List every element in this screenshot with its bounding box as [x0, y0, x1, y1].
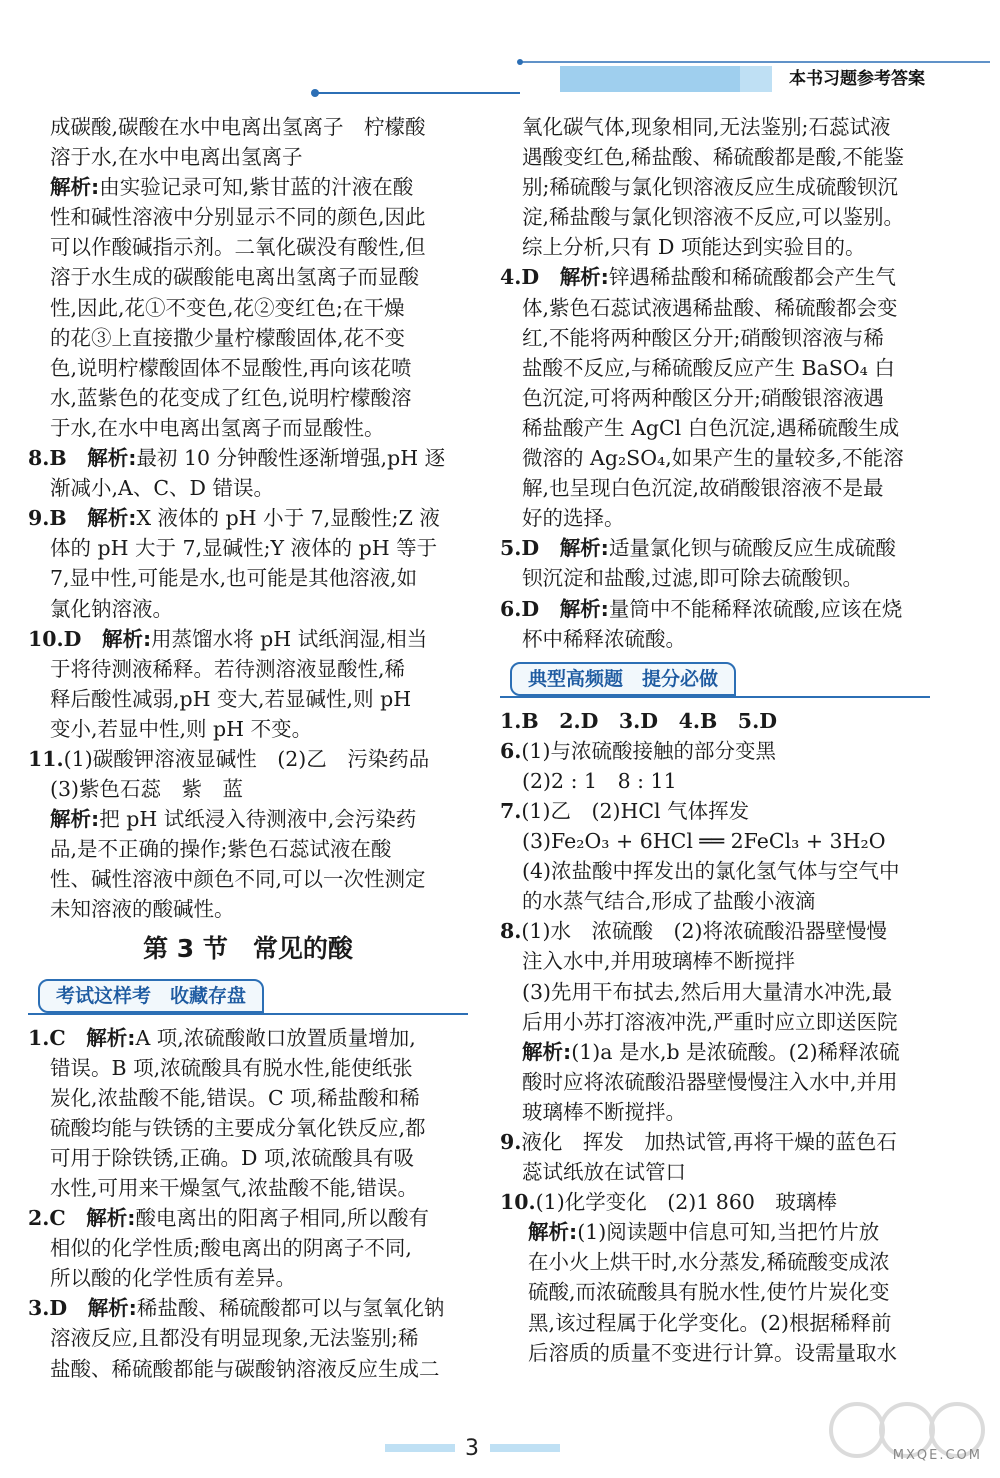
answer-line: [500, 323, 930, 353]
answer-text: 品,是不正确的操作;紫色石蕊试液在酸: [50, 837, 392, 862]
answer-text: 稀盐酸产生 AgCl 白色沉淀,遇稀硫酸生成: [522, 415, 900, 440]
answer-line: [500, 594, 930, 624]
answer-line: [500, 826, 930, 856]
banner-underline: [28, 1013, 468, 1015]
answer-text: 红,不能将两种酸区分开;硝酸钡溶液与稀: [522, 325, 884, 350]
right-answers-part1: [500, 112, 930, 654]
analysis-label: 解析:: [559, 596, 609, 621]
answer-text: 注入水中,并用玻璃棒不断搅拌: [522, 949, 796, 974]
banner-practice-label: 典型高频题 提分必做: [510, 662, 736, 696]
left-column: [28, 112, 468, 1384]
answer-text: 解,也呈现白色沉淀,故硝酸银溶液不是最: [522, 476, 884, 501]
answer-text: 液化 挥发 加热试管,再将干燥的蓝色石: [521, 1130, 897, 1154]
banner-underline: [500, 696, 930, 698]
analysis-label: 解析:: [87, 506, 137, 531]
answer-text: 淀,稀盐酸与氯化钡溶液不反应,可以鉴别。: [522, 205, 905, 230]
answer-line: [500, 293, 930, 323]
answer-line: [500, 443, 930, 473]
question-number: 4.: [500, 265, 522, 290]
answer-line: [28, 1354, 468, 1384]
answer-line: [28, 142, 468, 172]
answer-line: [500, 736, 930, 766]
answer-text: 黑,该过程属于化学变化。(2)根据稀释前: [528, 1310, 892, 1335]
answer-line: [500, 142, 930, 172]
answer-line: [28, 684, 468, 714]
answer-text: B: [49, 446, 88, 471]
question-number: 9.: [500, 1130, 522, 1154]
answer-text: 于将待测液稀释。若待测溶液显酸性,稀: [50, 656, 406, 681]
answer-text: B: [49, 506, 88, 531]
answer-line: [500, 1127, 930, 1157]
answer-line: [28, 1083, 468, 1113]
answer-text: 硫酸,而浓硫酸具有脱水性,使竹片炭化变: [528, 1280, 890, 1305]
answer-line: [500, 886, 930, 916]
answer-text: 未知溶液的酸碱性。: [50, 897, 235, 922]
answer-line: [28, 353, 468, 383]
answer-text: 溶于水生成的碳酸能电离出氢离子而显酸: [50, 265, 419, 290]
answer-line: [500, 1247, 930, 1277]
analysis-label: 解析:: [50, 175, 100, 200]
answer-line: [500, 533, 930, 563]
answer-line: [28, 714, 468, 744]
answer-text: 好的选择。: [522, 506, 625, 531]
answer-line: [28, 232, 468, 262]
answer-line: [500, 856, 930, 886]
answer-text: D: [63, 626, 102, 651]
question-number: 7.: [500, 798, 522, 823]
answer-text: 色沉淀,可将两种酸区分开;硝酸银溶液遇: [522, 385, 884, 410]
answer-text: 相似的化学性质;酸电离出的阴离子不同,: [50, 1236, 412, 1261]
answer-line: [28, 1233, 468, 1263]
answer-text: 的水蒸气结合,形成了盐酸小液滴: [522, 889, 816, 914]
banner-exam-label: 考试这样考 收藏存盘: [38, 979, 264, 1013]
answer-text: 色,说明柠檬酸固体不显酸性,再向该花喷: [50, 355, 412, 380]
answer-line: [28, 1053, 468, 1083]
answer-line: [28, 202, 468, 232]
question-number: 5.: [500, 536, 522, 561]
answer-text: 酸时应将浓硫酸沿器壁慢慢注入水中,并用: [522, 1069, 898, 1094]
question-number: 10.: [28, 626, 64, 651]
answer-line: [28, 744, 468, 774]
answer-line: [28, 563, 468, 593]
answer-line: [28, 1293, 468, 1323]
answer-line: [500, 172, 930, 202]
page-number: 3: [465, 1436, 479, 1461]
answer-text: D: [521, 265, 560, 290]
answer-text: 后用小苏打溶液冲洗,严重时应立即送医院: [522, 1009, 898, 1034]
answer-line: [500, 977, 930, 1007]
answer-text: 微溶的 Ag₂SO₄,如果产生的量较多,不能溶: [522, 446, 904, 471]
answer-text: D: [49, 1296, 88, 1321]
answer-line: [28, 834, 468, 864]
answer-text: 于水,在水中电离出氢离子而显酸性。: [50, 415, 385, 440]
right-answers-part2: [500, 706, 930, 1368]
answer-line: [500, 1067, 930, 1097]
analysis-label: 解析:: [559, 536, 609, 561]
answer-text: 水性,可用来干燥氢气,浓盐酸不能,错误。: [50, 1176, 419, 1200]
answer-line: [500, 1338, 930, 1368]
answer-text: 氯化钠溶液。: [50, 596, 173, 621]
answer-line: [28, 323, 468, 353]
answer-line: [28, 624, 468, 654]
answer-text: 硫酸均能与铁锈的主要成分氧化铁反应,都: [50, 1115, 426, 1140]
question-number: 9.: [28, 506, 50, 531]
banner-practice: [500, 656, 930, 700]
answer-line: [28, 804, 468, 834]
page-header: [0, 0, 1000, 110]
answer-text: A 项,浓硫酸敞口放置质量增加,: [135, 1025, 416, 1050]
answer-line: [28, 894, 468, 924]
question-number: 11.: [28, 746, 64, 771]
answer-line: [500, 624, 930, 654]
answer-text: 渐减小,A、C、D 错误。: [50, 476, 274, 501]
answer-text: 7,显中性,可能是水,也可能是其他溶液,如: [50, 566, 418, 591]
answer-line: [28, 293, 468, 323]
answer-text: 体,紫色石蕊试液遇稀盐酸、稀硫酸都会变: [522, 295, 898, 320]
answer-text: 后溶质的质量不变进行计算。设需量取水: [528, 1340, 897, 1365]
answer-text: 释后酸性减弱,pH 变大,若显碱性,则 pH: [50, 686, 412, 711]
answer-line: [28, 1263, 468, 1293]
answer-text: 可以作酸碱指示剂。二氧化碳没有酸性,但: [50, 235, 426, 260]
question-number: 1.: [28, 1025, 50, 1050]
answer-line: [500, 563, 930, 593]
answer-line: [500, 262, 930, 292]
answer-text: 由实验记录可知,紫甘蓝的汁液在酸: [99, 175, 414, 200]
answer-text: 1.B 2.D 3.D 4.B 5.D: [500, 708, 777, 733]
answer-text: 在小火上烘干时,水分蒸发,稀硫酸变成浓: [528, 1250, 890, 1275]
answer-text: X 液体的 pH 小于 7,显酸性;Z 液: [136, 506, 440, 531]
answer-line: [500, 706, 930, 736]
answer-text: 把 pH 试纸浸入待测液中,会污染药: [99, 807, 417, 832]
answer-text: (1)与浓硫酸接触的部分变黑: [521, 738, 776, 763]
analysis-label: 解析:: [522, 1039, 572, 1064]
answer-text: 性和碱性溶液中分别显示不同的颜色,因此: [50, 205, 426, 230]
answer-line: [28, 1113, 468, 1143]
answer-text: (1)化学变化 (2)1 860 玻璃棒: [535, 1190, 837, 1215]
answer-line: [500, 1217, 930, 1247]
answer-text: D: [521, 596, 560, 621]
answer-line: [500, 1308, 930, 1338]
answer-text: (3)先用干布拭去,然后用大量清水冲洗,最: [522, 979, 893, 1004]
question-number: 8.: [28, 446, 50, 471]
answer-text: 酸电离出的阳离子相同,所以酸有: [135, 1206, 429, 1231]
answer-text: (1)碳酸钾溶液显碱性 (2)乙 污染药品: [63, 746, 430, 771]
answer-text: 盐酸、稀硫酸都能与碳酸钠溶液反应生成二: [50, 1356, 440, 1381]
answer-text: 杯中稀释浓硫酸。: [522, 626, 686, 651]
answer-text: 综上分析,只有 D 项能达到实验目的。: [522, 235, 866, 260]
question-number: 8.: [500, 919, 522, 944]
answer-text: 蕊试纸放在试管口: [522, 1160, 686, 1185]
answer-text: 性,因此,花①不变色,花②变红色;在干燥: [50, 295, 405, 320]
answer-text: 溶于水,在水中电离出氢离子: [50, 145, 303, 170]
answer-line: [500, 946, 930, 976]
question-number: 10.: [500, 1190, 536, 1215]
question-number: 6.: [500, 596, 522, 621]
watermark-text: MXQE.COM: [892, 1448, 982, 1463]
answer-line: [28, 533, 468, 563]
answer-text: 盐酸不反应,与稀硫酸反应产生 BaSO₄ 白: [522, 355, 895, 380]
answer-line: [28, 654, 468, 684]
answer-text: (4)浓盐酸中挥发出的氯化氢气体与空气中: [522, 859, 900, 884]
answer-text: 稀盐酸、稀硫酸都可以与氢氧化钠: [136, 1296, 445, 1321]
answer-line: [500, 473, 930, 503]
answer-text: (1)乙 (2)HCl 气体挥发: [521, 798, 750, 823]
answer-line: [500, 413, 930, 443]
analysis-label: 解析:: [50, 807, 100, 832]
answer-line: [500, 796, 930, 826]
answer-text: 钡沉淀和盐酸,过滤,即可除去硫酸钡。: [522, 566, 864, 591]
answer-text: C: [49, 1206, 87, 1231]
answer-text: 玻璃棒不断搅拌。: [522, 1099, 686, 1124]
answer-text: (2)2 : 1 8 : 11: [522, 768, 677, 793]
answer-text: (1)阅读题中信息可知,当把竹片放: [577, 1220, 880, 1245]
answer-line: [28, 112, 468, 142]
answer-line: [28, 774, 468, 804]
analysis-label: 解析:: [87, 1296, 137, 1321]
header-label: 本书习题参考答案: [772, 66, 942, 92]
answer-text: 的花③上直接撒少量柠檬酸固体,花不变: [50, 325, 406, 350]
answer-line: [28, 262, 468, 292]
analysis-label: 解析:: [87, 446, 137, 471]
answer-text: C: [49, 1025, 87, 1050]
question-number: 6.: [500, 738, 522, 763]
answer-line: [500, 1037, 930, 1067]
answer-text: (1)水 浓硫酸 (2)将浓硫酸沿器壁慢慢: [521, 919, 887, 944]
left-answers-part2: [28, 1023, 468, 1384]
answer-text: 氧化碳气体,现象相同,无法鉴别;石蕊试液: [522, 115, 891, 139]
answer-text: 错误。B 项,浓硫酸具有脱水性,能使纸张: [50, 1055, 413, 1080]
analysis-label: 解析:: [86, 1025, 136, 1050]
answer-text: 性、碱性溶液中颜色不同,可以一次性测定: [50, 867, 426, 892]
answer-text: 炭化,浓盐酸不能,错误。C 项,稀盐酸和稀: [50, 1085, 420, 1110]
answer-line: [28, 864, 468, 894]
answer-line: [28, 473, 468, 503]
analysis-label: 解析:: [528, 1220, 578, 1245]
answer-text: 锌遇稀盐酸和稀硫酸都会产生气: [608, 265, 896, 290]
answer-text: 所以酸的化学性质有差异。: [50, 1266, 296, 1291]
answer-line: [500, 1187, 930, 1217]
section-title: 第 3 节 常见的酸: [143, 933, 353, 963]
answer-line: [500, 503, 930, 533]
answer-line: [28, 413, 468, 443]
answer-text: D: [521, 536, 560, 561]
answer-text: 最初 10 分钟酸性逐渐增强,pH 逐: [136, 446, 446, 471]
answer-line: [28, 503, 468, 533]
answer-line: [28, 1023, 468, 1053]
answer-text: 量筒中不能稀释浓硫酸,应该在烧: [608, 596, 903, 621]
answer-text: 体的 pH 大于 7,显碱性;Y 液体的 pH 等于: [50, 536, 438, 561]
answer-line: [28, 1323, 468, 1353]
answer-line: [28, 594, 468, 624]
answer-line: [500, 232, 930, 262]
answer-line: [500, 1277, 930, 1307]
answer-line: [500, 766, 930, 796]
answer-text: (1)a 是水,b 是浓硫酸。(2)稀释浓硫: [571, 1039, 900, 1064]
answer-line: [28, 1173, 468, 1203]
answer-line: [500, 202, 930, 232]
answer-text: 成碳酸,碳酸在水中电离出氢离子 柠檬酸: [50, 115, 426, 139]
answer-text: 遇酸变红色,稀盐酸、稀硫酸都是酸,不能鉴: [522, 145, 905, 170]
answer-line: [500, 1157, 930, 1187]
right-column: [500, 112, 930, 1368]
answer-line: [28, 1203, 468, 1233]
answer-text: 变小,若显中性,则 pH 不变。: [50, 716, 313, 741]
answer-text: (3)紫色石蕊 紫 蓝: [50, 777, 244, 802]
analysis-label: 解析:: [86, 1206, 136, 1231]
answer-line: [500, 383, 930, 413]
answer-line: [28, 172, 468, 202]
answer-text: (3)Fe₂O₃ + 6HCl ══ 2FeCl₃ + 3H₂O: [522, 829, 886, 854]
question-number: 2.: [28, 1206, 50, 1231]
left-answers-part1: [28, 112, 468, 925]
answer-line: [500, 1097, 930, 1127]
answer-text: 别;稀硫酸与氯化钡溶液反应生成硫酸钡沉: [522, 175, 898, 200]
answer-line: [500, 1007, 930, 1037]
answer-line: [500, 916, 930, 946]
answer-line: [28, 443, 468, 473]
answer-text: 用蒸馏水将 pH 试纸润湿,相当: [151, 626, 428, 651]
analysis-label: 解析:: [101, 626, 152, 651]
banner-exam: [28, 973, 468, 1017]
answer-line: [28, 383, 468, 413]
answer-text: 适量氯化钡与硫酸反应生成硫酸: [608, 536, 896, 561]
answer-text: 水,蓝紫色的花变成了红色,说明柠檬酸溶: [50, 385, 412, 410]
header-decoration: [0, 0, 1000, 110]
answer-text: 溶液反应,且都没有明显现象,无法鉴别;稀: [50, 1326, 419, 1351]
answer-line: [500, 353, 930, 383]
answer-line: [500, 112, 930, 142]
answer-line: [28, 1143, 468, 1173]
question-number: 3.: [28, 1296, 50, 1321]
analysis-label: 解析:: [559, 265, 609, 290]
answer-text: 可用于除铁锈,正确。D 项,浓硫酸具有吸: [50, 1145, 414, 1170]
